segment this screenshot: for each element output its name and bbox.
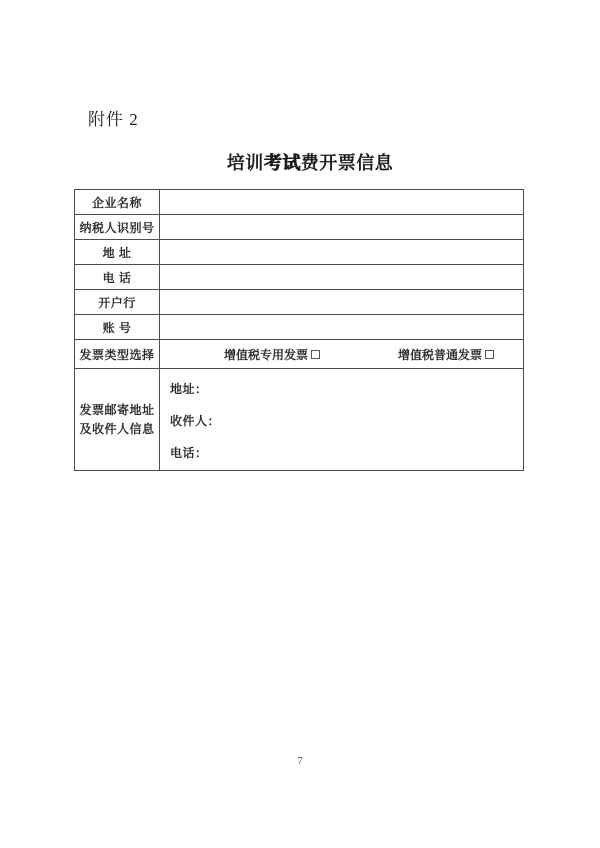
row-label-taxpayer-id: 纳税人识别号: [75, 215, 160, 240]
row-label-invoice-type: 发票类型选择: [75, 340, 160, 369]
row-value-account-number: [160, 315, 524, 340]
mailing-label-line2: 及收件人信息: [79, 421, 155, 436]
invoice-type-options: [160, 346, 523, 363]
mailing-fields: [160, 371, 523, 469]
title-segment-post: 费开票信息: [300, 153, 394, 173]
option-vat-special-invoice: [224, 346, 320, 363]
table-row-account-number: [75, 315, 524, 340]
table-row-invoice-type: [75, 340, 524, 369]
row-label-address: 地 址: [75, 240, 160, 265]
table-row-taxpayer-id: [75, 215, 524, 240]
title-segment-bold: 考试: [263, 153, 301, 173]
option-vat-ordinary-label: 增值税普通发票: [398, 347, 483, 362]
row-label-account-number: 账 号: [75, 315, 160, 340]
invoice-info-table: [74, 189, 524, 471]
table-row-mailing-info: [75, 369, 524, 471]
option-vat-special-label: 增值税专用发票: [224, 347, 309, 362]
row-value-mailing-info: [160, 369, 524, 471]
empty-checkbox-icon: [311, 350, 320, 359]
mailing-field-phone: 电话：: [170, 445, 208, 460]
row-value-address: [160, 240, 524, 265]
table-row-bank: [75, 290, 524, 315]
row-value-phone: [160, 265, 524, 290]
row-label-mailing-info: [75, 369, 160, 471]
empty-checkbox-icon: [485, 350, 494, 359]
mailing-field-recipient: 收件人：: [170, 413, 221, 428]
row-value-bank: [160, 290, 524, 315]
attachment-label: 附件 2: [88, 110, 139, 129]
row-value-taxpayer-id: [160, 215, 524, 240]
table-row-address: [75, 240, 524, 265]
mailing-field-address: 地址：: [170, 381, 208, 396]
title-segment-pre: 培训: [226, 153, 264, 173]
page-number: 7: [297, 755, 303, 767]
row-value-company-name: [160, 190, 524, 215]
mailing-label-line1: 发票邮寄地址: [79, 402, 155, 417]
row-label-bank: 开户行: [75, 290, 160, 315]
row-value-invoice-type: [160, 340, 524, 369]
table-row-company-name: [75, 190, 524, 215]
option-vat-ordinary-invoice: [398, 346, 494, 363]
row-label-phone: 电 话: [75, 265, 160, 290]
page-title: [10, 149, 600, 175]
table-row-phone: [75, 265, 524, 290]
row-label-company-name: 企业名称: [75, 190, 160, 215]
